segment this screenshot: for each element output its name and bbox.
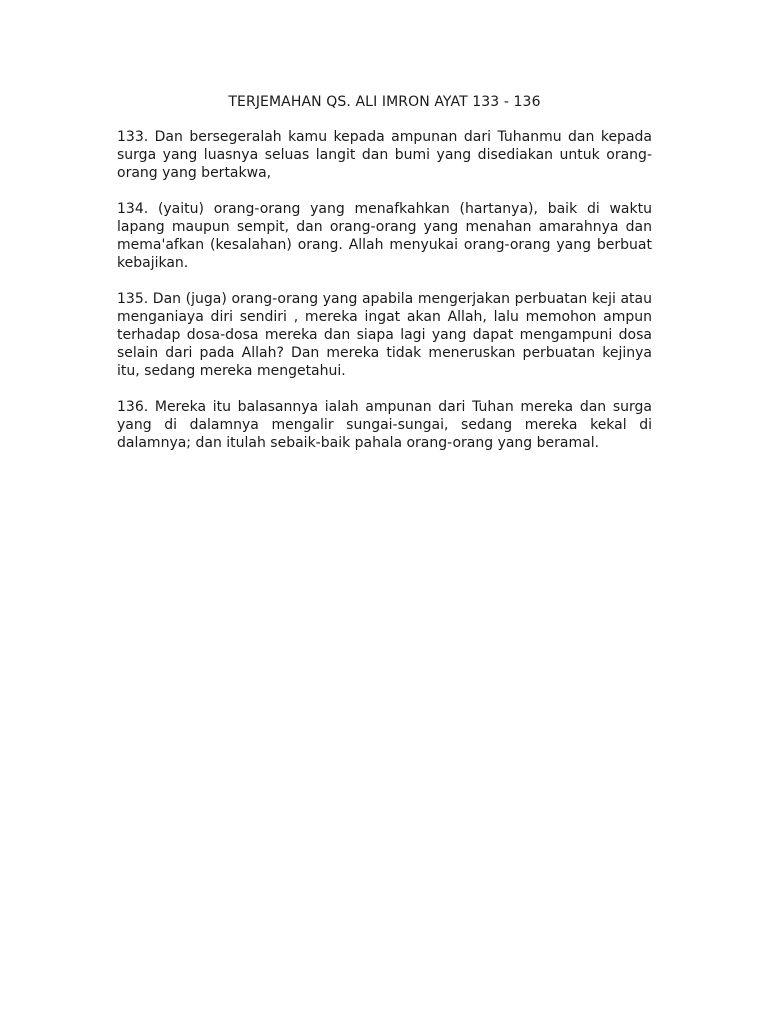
- verse-135: 135. Dan (juga) orang-orang yang apabila mengerjakan perbuatan keji atau menganiaya diri sendiri , mereka ingat akan Allah, lalu memohon ampun terhadap dosa-dosa mereka dan siapa lagi yang dapat mengampuni dosa selain dari pada Allah? Dan mereka tidak meneruskan perbuatan kejinya itu, sedang mereka mengetahui.: [117, 291, 652, 379]
- verse-134: 134. (yaitu) orang-orang yang menafkahkan (hartanya), baik di waktu lapang maupun sempit, dan orang-orang yang menahan amarahnya dan mema'afkan (kesalahan) orang. Allah menyukai orang-orang yang berbuat kebajikan.: [117, 201, 652, 271]
- verse-133: 133. Dan bersegeralah kamu kepada ampunan dari Tuhanmu dan kepada surga yang luasnya seluas langit dan bumi yang disediakan untuk orang-orang yang bertakwa,: [117, 129, 652, 181]
- document-title: TERJEMAHAN QS. ALI IMRON AYAT 133 - 136: [228, 94, 541, 110]
- document-content: [117, 92, 652, 470]
- verse-136: 136. Mereka itu balasannya ialah ampunan dari Tuhan mereka dan surga yang di dalamnya mengalir sungai-sungai, sedang mereka kekal di dalamnya; dan itulah sebaik-baik pahala orang-orang yang beramal.: [117, 399, 652, 451]
